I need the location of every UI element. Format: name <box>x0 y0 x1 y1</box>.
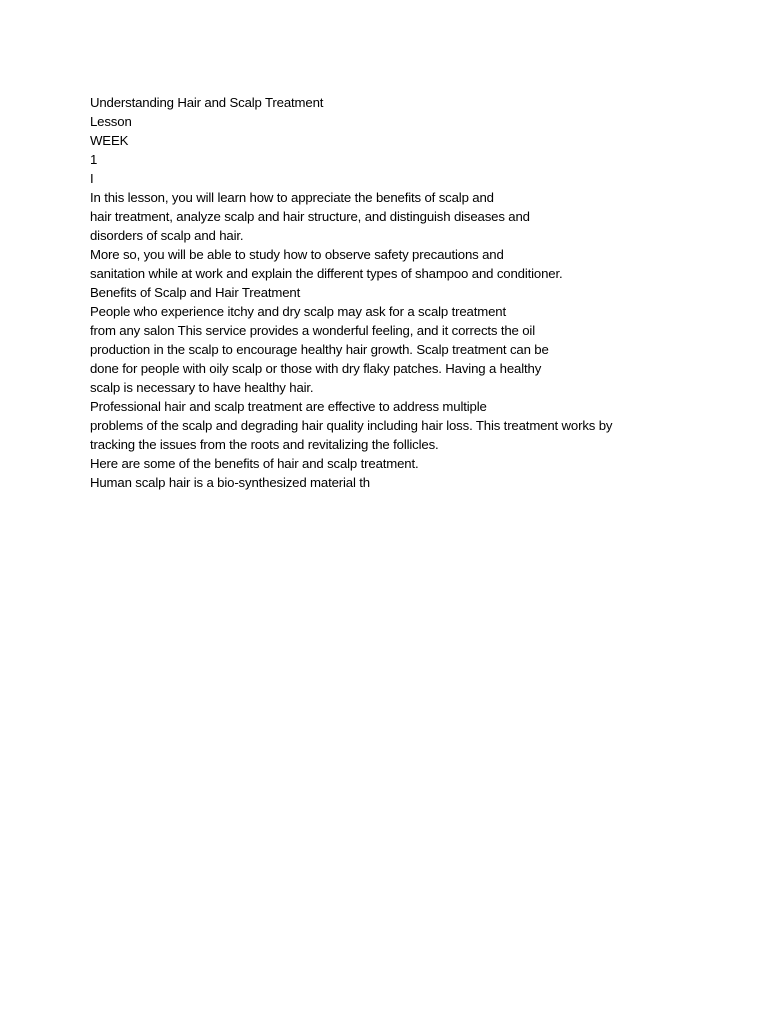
text-line: Human scalp hair is a bio-synthesized material th <box>90 475 370 490</box>
text-line: More so, you will be able to study how to observe safety precautions and <box>90 247 504 262</box>
document-title: Understanding Hair and Scalp Treatment <box>90 95 324 110</box>
text-line: hair treatment, analyze scalp and hair structure, and distinguish diseases and <box>90 209 530 224</box>
text-line: Here are some of the benefits of hair and scalp treatment. <box>90 456 419 471</box>
text-line: In this lesson, you will learn how to appreciate the benefits of scalp and <box>90 190 494 205</box>
text-line: sanitation while at work and explain the different types of shampoo and conditioner. <box>90 266 563 281</box>
week-label: WEEK <box>90 133 129 148</box>
section-heading: Benefits of Scalp and Hair Treatment <box>90 285 301 300</box>
text-line: production in the scalp to encourage healthy hair growth. Scalp treatment can be <box>90 342 549 357</box>
text-line: from any salon This service provides a wonderful feeling, and it corrects the oil <box>90 323 535 338</box>
text-line: problems of the scalp and degrading hair quality including hair loss. This treatment works by <box>90 418 613 433</box>
section-marker: I <box>90 171 94 186</box>
text-line: scalp is necessary to have healthy hair. <box>90 380 314 395</box>
text-line: tracking the issues from the roots and revitalizing the follicles. <box>90 437 439 452</box>
lesson-label: Lesson <box>90 114 132 129</box>
text-line: People who experience itchy and dry scalp may ask for a scalp treatment <box>90 304 506 319</box>
week-number: 1 <box>90 152 98 167</box>
text-line: Professional hair and scalp treatment are effective to address multiple <box>90 399 487 414</box>
document-body <box>90 93 760 492</box>
text-line: done for people with oily scalp or those with dry flaky patches. Having a healthy <box>90 361 542 376</box>
text-line: disorders of scalp and hair. <box>90 228 244 243</box>
